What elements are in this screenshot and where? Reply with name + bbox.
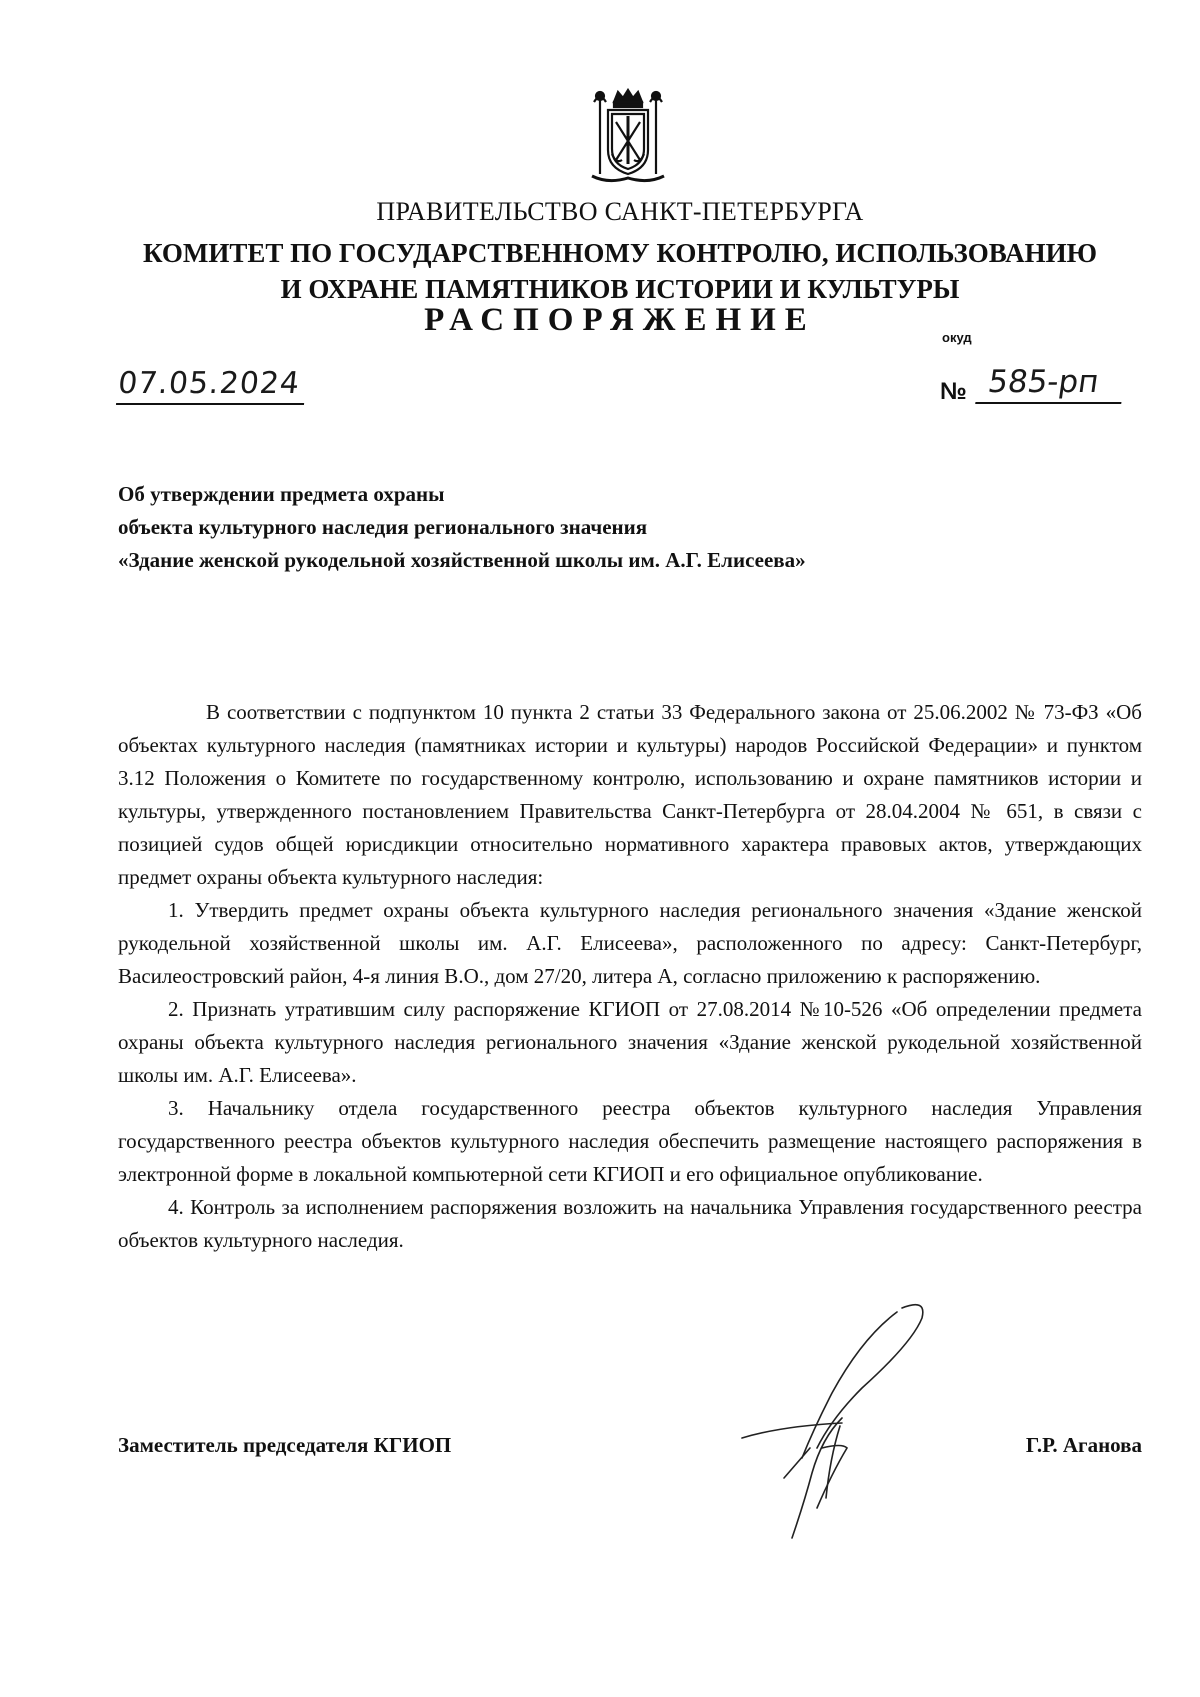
subject-line-3: «Здание женской рукодельной хозяйственной школы им. А.Г. Елисеева» [118, 548, 806, 572]
document-number: 585-рп [975, 364, 1127, 404]
okud-label: окуд [942, 330, 972, 345]
committee-name-line-1: КОМИТЕТ ПО ГОСУДАРСТВЕННОМУ КОНТРОЛЮ, ИСПОЛЬЗОВАНИЮ [143, 238, 1097, 268]
order-item-4: 4. Контроль за исполнением распоряжения возложить на начальника Управления государственного реестра объектов культурного наследия. [118, 1195, 1142, 1252]
subject-line-2: объекта культурного наследия регионального значения [118, 515, 648, 539]
number-label: № [940, 378, 967, 405]
committee-name-line-2: И ОХРАНЕ ПАМЯТНИКОВ ИСТОРИИ И КУЛЬТУРЫ [280, 274, 960, 304]
order-item-3: 3. Начальнику отдела государственного реестра объектов культурного наследия Управления государственного реестра объектов культурного наследия обеспечить размещение настоящего распоряжения в электронной форме в локальной компьютерной сети КГИОП и его официальное опубликование. [118, 1096, 1142, 1186]
document-subject [118, 478, 998, 577]
document-type: РАСПОРЯЖЕНИЕ [424, 302, 816, 338]
document-date: 07.05.2024 [116, 366, 308, 405]
order-item-1: 1. Утвердить предмет охраны объекта культурного наследия регионального значения «Здание женской рукодельной хозяйственной школы им. А.Г. Елисеева», расположенного по адресу: Санкт-Петербург, Василеостровский район, 4-я линия В.О., дом 27/20, литера А, согласно приложению к распоряжению. [118, 898, 1142, 988]
signer-position: Заместитель председателя КГИОП [118, 1433, 452, 1457]
signer-name: Г.Р. Аганова [1025, 1433, 1142, 1457]
handwritten-signature [722, 1298, 952, 1558]
committee-name [0, 235, 1200, 307]
coat-of-arms-icon [578, 88, 678, 188]
document-body [118, 696, 1142, 1257]
order-item-2: 2. Признать утратившим силу распоряжение КГИОП от 27.08.2014 №10-526 «Об определении предмета охраны объекта культурного наследия регионального значения «Здание женской рукодельной хозяйственной школы им. А.Г. Елисеева». [118, 997, 1142, 1087]
preamble-paragraph: В соответствии с подпунктом 10 пункта 2 статьи 33 Федерального закона от 25.06.2002 № 73-ФЗ «Об объектах культурного наследия (памятниках истории и культуры) народов Российской Федерации» и пунктом 3.12 Положения о Комитете по государственному контролю, использованию и охране памятников истории и культуры, утвержденного постановлением Правительства Санкт-Петербурга от 28.04.2004 № 651, в связи с позицией судов общей юрисдикции относительно нормативного характера правовых актов, утверждающих предмет охраны объекта культурного наследия: [118, 700, 1142, 889]
government-name: ПРАВИТЕЛЬСТВО САНКТ-ПЕТЕРБУРГА [376, 197, 864, 226]
subject-line-1: Об утверждении предмета охраны [118, 482, 445, 506]
